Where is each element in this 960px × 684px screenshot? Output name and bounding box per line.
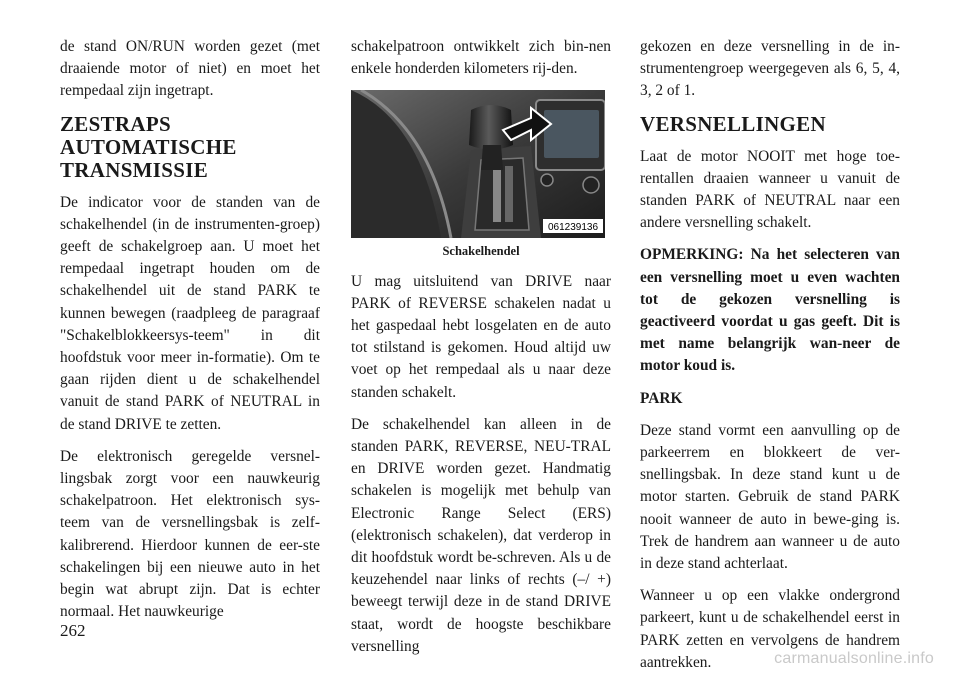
watermark: carmanualsonline.info: [774, 650, 934, 667]
column-middle: [351, 36, 611, 668]
paragraph-shift-park: U mag uitsluitend van DRIVE naar PARK of REVERSE schakelen nadat u het gaspedaal hebt losgelaten en de auto tot stilstand is gekomen. Houd altijd uw voet op het rempedaal als u naar deze standen schakelt.: [351, 272, 611, 401]
paragraph-positions: De schakelhendel kan alleen in de standen PARK, REVERSE, NEU-TRAL en DRIVE worden gezet. Handmatig schakelen is mogelijk met behulp van Electronic Range Select (ERS) (elektronisch schakelen), dat verderop in dit hoofdstuk wordt be-schreven. Als u de keuzehendel naar links of rechts (–/ +) beweegt terwijl deze in de stand DRIVE staat, wordt de hoogste beschikbare versnelling: [351, 415, 611, 655]
paragraph-gear-display: gekozen en deze versnelling in de in-strumentengroep weergegeven als 6, 5, 4, 3, 2 of 1.: [640, 38, 900, 100]
page-number: 262: [60, 621, 86, 640]
paragraph-electronic: De elektronisch geregelde versnel-lingsbak zorgt voor een nauwkeurig schakelpatroon. Het elektronisch sys-teem van de versnellingsbak is zelf-kalibrerend. Hierdoor kunnen de eer-ste schakelingen bij een nieuwe auto in het begin wat abrupt zijn. Dat is echter normaal. Het nauwkeurige: [60, 447, 320, 621]
section-heading-gears: VERSNELLINGEN: [640, 111, 826, 136]
subheading-park: PARK: [640, 389, 683, 407]
figure-code: 061239136: [547, 222, 599, 234]
paragraph-park: Deze stand vormt een aanvulling op de parkeerrem en blokkeert de ver-snellingsbak. In deze stand kunt u de motor starten. Gebruik de stand PARK nooit wanneer de auto in bewe-ging is. Trek de handrem aan wanneer u de auto in deze stand achterlaat.: [640, 421, 900, 573]
paragraph-indicator: De indicator voor de standen van de schakelhendel (in de instrumenten-groep) geeft de schakelgroep aan. U moet het rempedaal ingetrapt houden om de schakelhendel uit de stand PARK te kunnen bewegen (raadpleeg de paragraaf "Schakelblokkeersys-teem" in dit hoofdstuk voor meer in-formatie). Om te gaan rijden dient u de schakelhendel vanuit de stand PARK of NEUTRAL in de stand DRIVE te zetten.: [60, 193, 320, 433]
column-left: [60, 36, 320, 633]
paragraph-intro: de stand ON/RUN worden gezet (met draaiende motor of niet) en moet het rempedaal zijn ingetrapt.: [60, 38, 320, 100]
paragraph-flat-parking: Wanneer u op een vlakke ondergrond parkeert, kunt u de schakelhendel eerst in PARK zetten en vervolgens de handrem aantrekken.: [640, 587, 900, 671]
gear-lever-photo: [351, 90, 605, 238]
column-right: [640, 36, 900, 684]
section-heading-transmission: ZESTRAPS AUTOMATISCHE TRANSMISSIE: [60, 111, 237, 182]
note-paragraph: OPMERKING: Na het selecteren van een versnelling moet u even wachten tot de gekozen versnelling is geactiveerd voordat u gas geeft. Dit is met name belangrijk wan-neer de motor koud is.: [640, 246, 900, 375]
paragraph-warning: Laat de motor NOOIT met hoge toe-rentallen draaien wanneer u vanuit de standen PARK of NEUTRAL naar een andere versnelling schakelt.: [640, 147, 900, 232]
figure-caption: Schakelhendel: [442, 244, 520, 259]
paragraph-continuation: schakelpatroon ontwikkelt zich bin-nen enkele honderden kilometers rij-den.: [351, 38, 611, 78]
gear-lever-illustration: [351, 90, 605, 238]
